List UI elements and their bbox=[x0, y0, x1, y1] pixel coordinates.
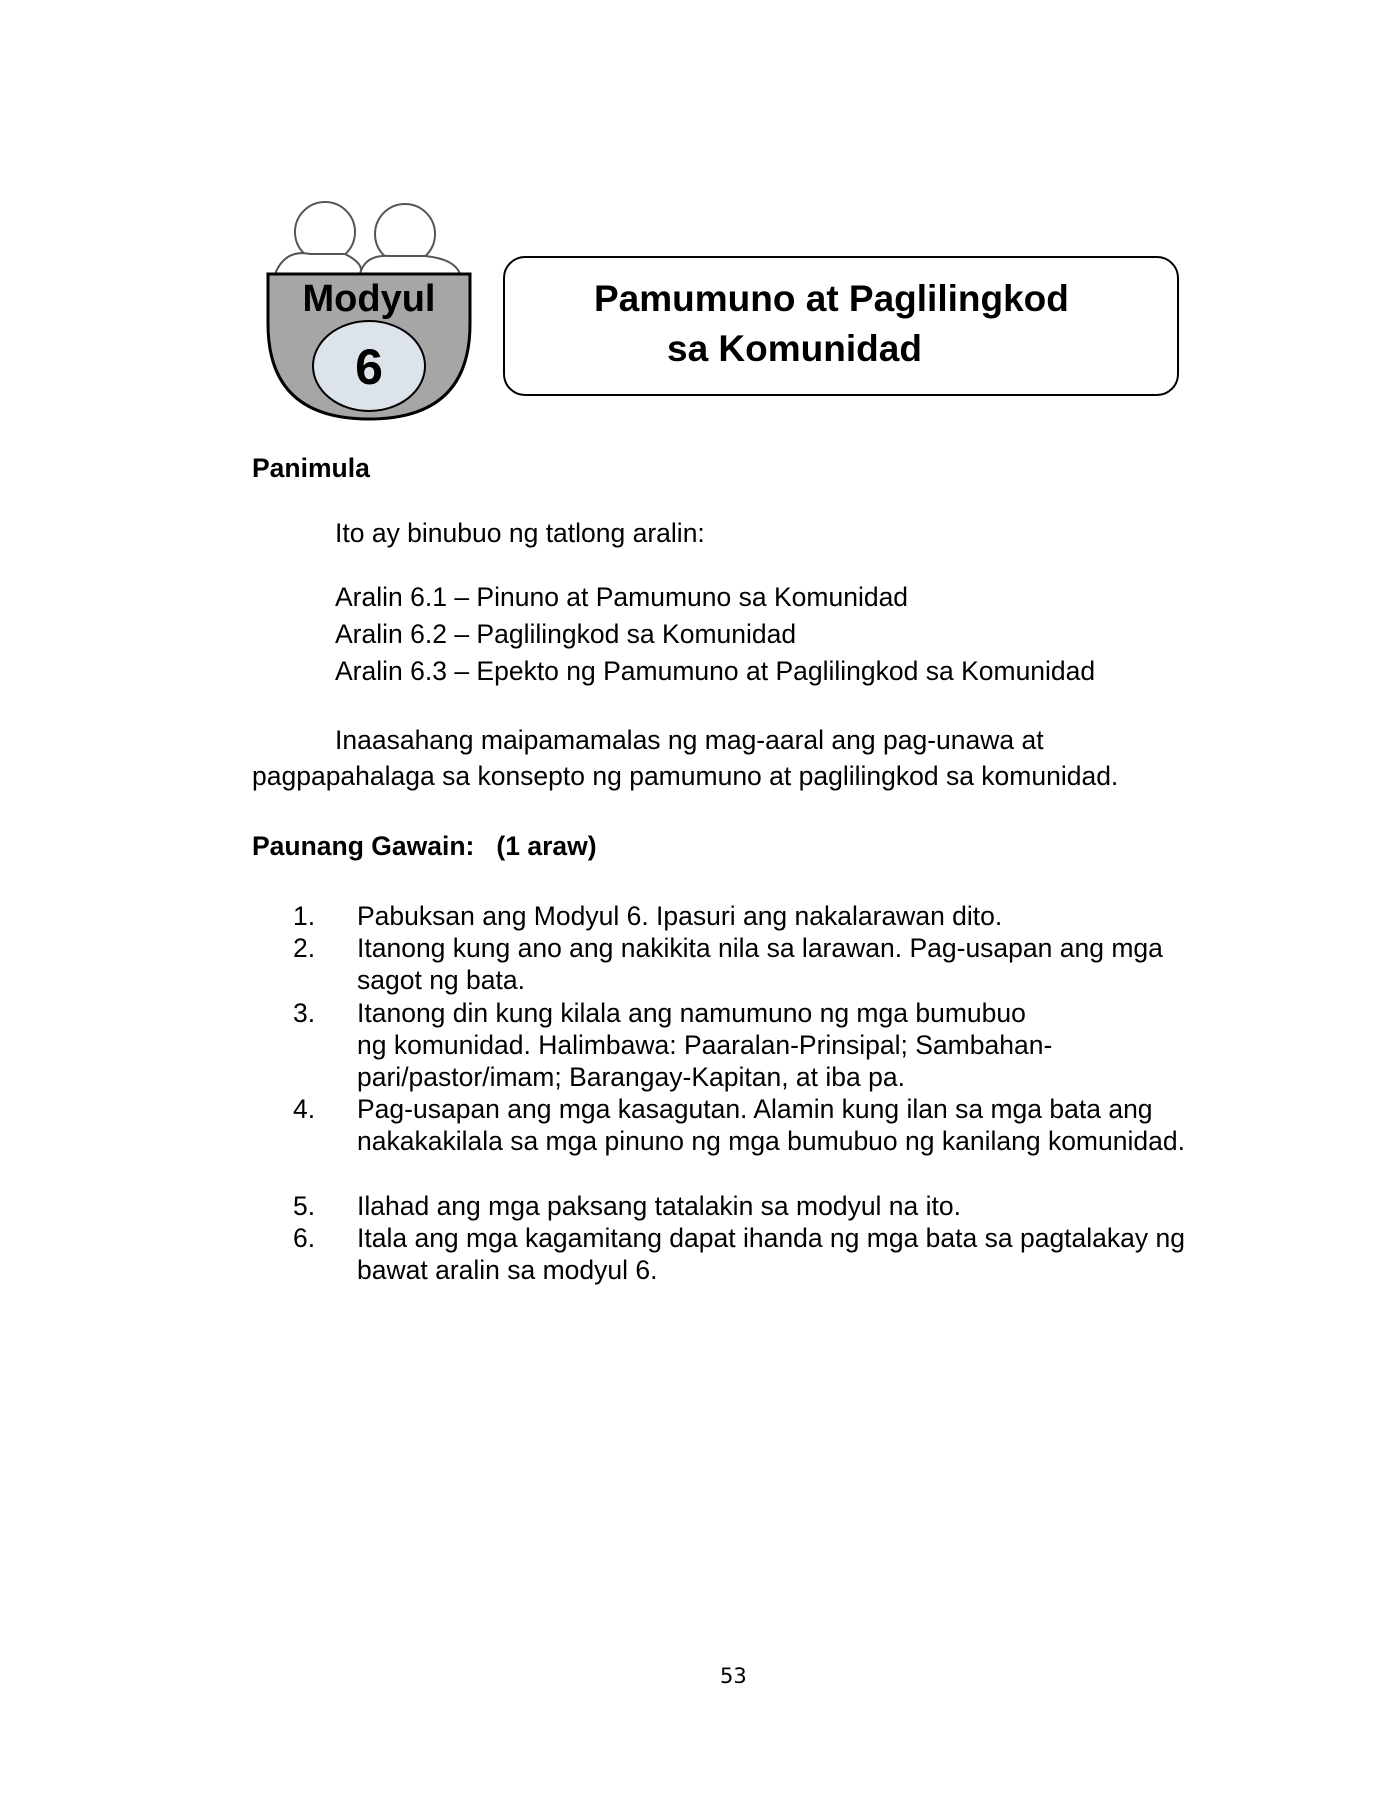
item-number: 5. bbox=[293, 1191, 316, 1221]
svg-text:6: 6 bbox=[355, 339, 383, 395]
intro-text: Ito ay binubuo ng tatlong aralin: bbox=[335, 518, 705, 548]
lesson-2: Aralin 6.2 – Paglilingkod sa Komunidad bbox=[335, 619, 797, 649]
item-text: Pag-usapan ang mga kasagutan. Alamin kung ilan sa mga bata ang nakakakilala sa mga pinuno ng mga bumubuo ng kanilang komunidad. bbox=[357, 1094, 1185, 1156]
lesson-3: Aralin 6.3 – Epekto ng Pamumuno at Paglilingkod sa Komunidad bbox=[335, 656, 1096, 686]
title-line-1: Pamumuno at Paglilingkod bbox=[594, 278, 1069, 319]
item-number: 3. bbox=[293, 998, 316, 1028]
item-number: 4. bbox=[293, 1094, 316, 1124]
paunang-heading: Paunang Gawain: (1 araw) bbox=[252, 831, 597, 861]
title-line-2: sa Komunidad bbox=[667, 328, 922, 369]
svg-text:Modyul: Modyul bbox=[302, 278, 436, 320]
item-text: Pabuksan ang Modyul 6. Ipasuri ang nakalarawan dito. bbox=[357, 901, 1003, 931]
item-text: Itanong din kung kilala ang namumuno ng mga bumubuo ng komunidad. Halimbawa: Paaralan-Prinsipal; Sambahan-pari/pastor/imam; Barangay-Kapitan, at iba pa. bbox=[357, 998, 1053, 1092]
module-badge-logo bbox=[265, 194, 475, 424]
page-number: 53 bbox=[720, 1664, 747, 1688]
panimula-heading: Panimula bbox=[252, 453, 370, 483]
item-text: Itanong kung ano ang nakikita nila sa larawan. Pag-usapan ang mga sagot ng bata. bbox=[357, 933, 1163, 995]
item-text: Itala ang mga kagamitang dapat ihanda ng mga bata sa pagtalakay ng bawat aralin sa modyul 6. bbox=[357, 1223, 1185, 1285]
item-number: 1. bbox=[293, 901, 316, 931]
item-number: 6. bbox=[293, 1223, 316, 1253]
expectation-line-2: pagpapahalaga sa konsepto ng pamumuno at paglilingkod sa komunidad. bbox=[252, 761, 1119, 791]
item-number: 2. bbox=[293, 933, 316, 963]
lesson-1: Aralin 6.1 – Pinuno at Pamumuno sa Komunidad bbox=[335, 582, 909, 612]
expectation-line-1: Inaasahang maipamamalas ng mag-aaral ang pag-unawa at bbox=[335, 725, 1044, 755]
item-text: Ilahad ang mga paksang tatalakin sa modyul na ito. bbox=[357, 1191, 962, 1221]
